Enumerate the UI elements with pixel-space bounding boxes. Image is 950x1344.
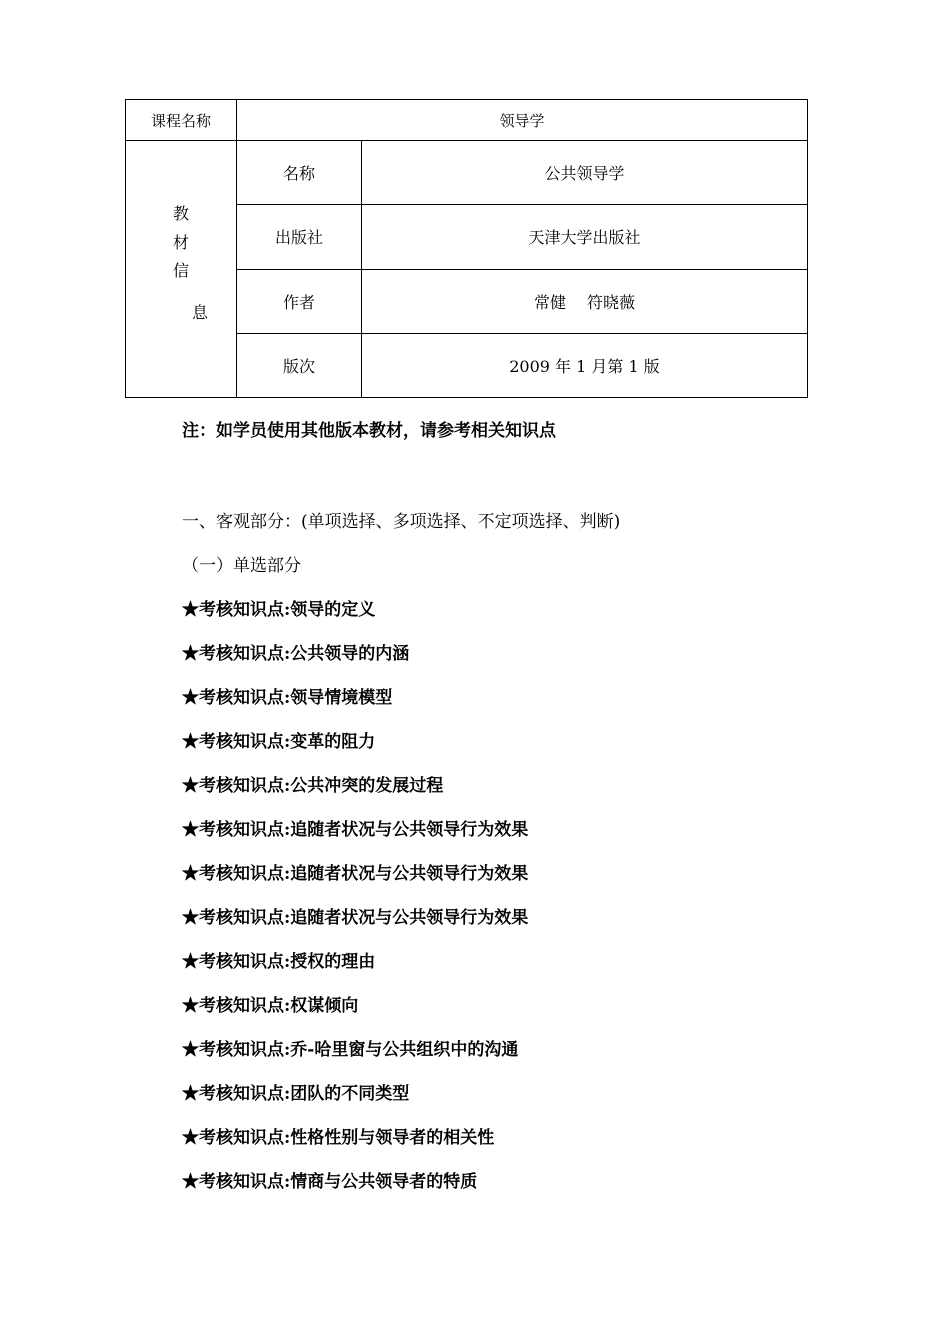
subsection-heading: （一）单选部分: [182, 556, 301, 576]
textbook-info-label: [126, 141, 237, 398]
knowledge-point-item: ★考核知识点:乔-哈里窗与公共组织中的沟通: [182, 1040, 519, 1060]
knowledge-point-item: ★考核知识点:公共冲突的发展过程: [182, 776, 444, 796]
knowledge-point-item: ★考核知识点:领导情境模型: [182, 688, 393, 708]
course-name-label: 课程名称: [126, 100, 237, 141]
knowledge-point-item: ★考核知识点:公共领导的内涵: [182, 644, 410, 664]
textbook-info-char: 材: [173, 233, 190, 253]
knowledge-point-item: ★考核知识点:变革的阻力: [182, 732, 376, 752]
row-value-author: 常健 符晓薇: [362, 269, 808, 333]
knowledge-point-item: ★考核知识点:追随者状况与公共领导行为效果: [182, 908, 529, 928]
row-value-name: 公共领导学: [362, 141, 808, 205]
row-label-author: 作者: [237, 269, 362, 333]
textbook-info-char: 教: [173, 204, 190, 224]
knowledge-point-item: ★考核知识点:领导的定义: [182, 600, 376, 620]
row-value-publisher: 天津大学出版社: [362, 205, 808, 269]
knowledge-point-item: ★考核知识点:团队的不同类型: [182, 1084, 410, 1104]
textbook-info-char: 信: [173, 261, 190, 281]
knowledge-point-item: ★考核知识点:权谋倾向: [182, 996, 359, 1016]
knowledge-point-item: ★考核知识点:情商与公共领导者的特质: [182, 1172, 478, 1192]
row-label-publisher: 出版社: [237, 205, 362, 269]
edition-note: 注：如学员使用其他版本教材，请参考相关知识点: [182, 421, 556, 441]
course-name-value: 领导学: [237, 100, 808, 141]
section-heading: 一、客观部分：(单项选择、多项选择、不定项选择、判断): [182, 512, 621, 532]
knowledge-point-item: ★考核知识点:追随者状况与公共领导行为效果: [182, 820, 529, 840]
row-label-edition: 版次: [237, 333, 362, 397]
textbook-info-char: 息: [192, 303, 209, 323]
knowledge-point-item: ★考核知识点:授权的理由: [182, 952, 376, 972]
textbook-info-table: [125, 99, 808, 398]
knowledge-point-item: ★考核知识点:性格性别与领导者的相关性: [182, 1128, 495, 1148]
row-label-name: 名称: [237, 141, 362, 205]
knowledge-point-item: ★考核知识点:追随者状况与公共领导行为效果: [182, 864, 529, 884]
row-value-edition: 2009 年 1 月第 1 版: [362, 333, 808, 397]
